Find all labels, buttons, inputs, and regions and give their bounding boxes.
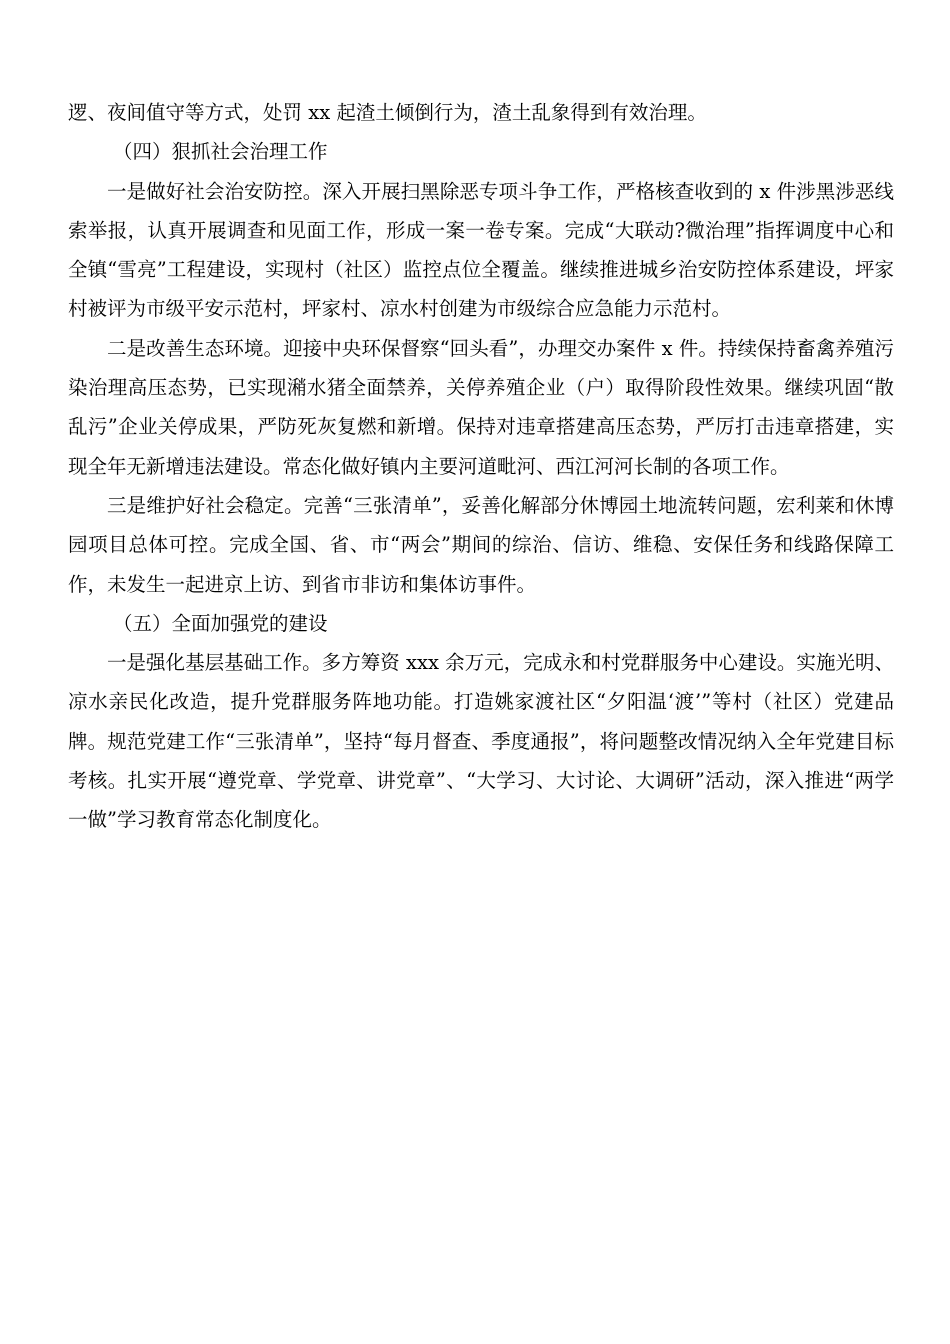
paragraph-grassroots-work: 一是强化基层基础工作。多方筹资 xxx 余万元，完成永和村党群服务中心建设。实施光明、凉水亲民化改造，提升党群服务阵地功能。打造姚家渡社区“夕阳温‘渡’”等村（社区）党建品牌。规范党建工作“三张清单”，坚持“每月督查、季度通报”，将问题整改情况纳入全年党建目标考核。扎实开展“遵党章、学党章、讲党章”、“大学习、大讨论、大调研”活动，深入推进“两学一做”学习教育常态化制度化。 bbox=[68, 651, 894, 832]
section-heading-4: （四）狠抓社会治理工作 bbox=[113, 140, 328, 164]
paragraph-ecological-environment: 二是改善生态环境。迎接中央环保督察“回头看”，办理交办案件 x 件。持续保持畜禽养殖污染治理高压态势，已实现潲水猪全面禁养，关停养殖企业（户）取得阶段性效果。继续巩固“散乱污”企业关停成果，严防死灰复燃和新增。保持对违章搭建高压态势，严厉打击违章搭建，实现全年无新增违法建设。常态化做好镇内主要河道毗河、西江河河长制的各项工作。 bbox=[68, 336, 894, 478]
section-heading-5: （五）全面加强党的建设 bbox=[113, 611, 328, 635]
paragraph-public-security: 一是做好社会治安防控。深入开展扫黑除恶专项斗争工作，严格核查收到的 x 件涉黑涉恶线索举报，认真开展调查和见面工作，形成一案一卷专案。完成“大联动?微治理”指挥调度中心和全镇“雪亮”工程建设，实现村（社区）监控点位全覆盖。继续推进城乡治安防控体系建设，坪家村被评为市级平安示范村，坪家村、凉水村创建为市级综合应急能力示范村。 bbox=[68, 179, 894, 321]
paragraph-social-stability: 三是维护好社会稳定。完善“三张清单”，妥善化解部分休博园土地流转问题，宏利莱和休博园项目总体可控。完成全国、省、市“两会”期间的综治、信访、维稳、安保任务和线路保障工作，未发生一起进京上访、到省市非访和集体访事件。 bbox=[68, 493, 894, 596]
paragraph-continuation: 逻、夜间值守等方式，处罚 xx 起渣土倾倒行为，渣土乱象得到有效治理。 bbox=[68, 101, 707, 124]
document-body bbox=[68, 93, 894, 840]
